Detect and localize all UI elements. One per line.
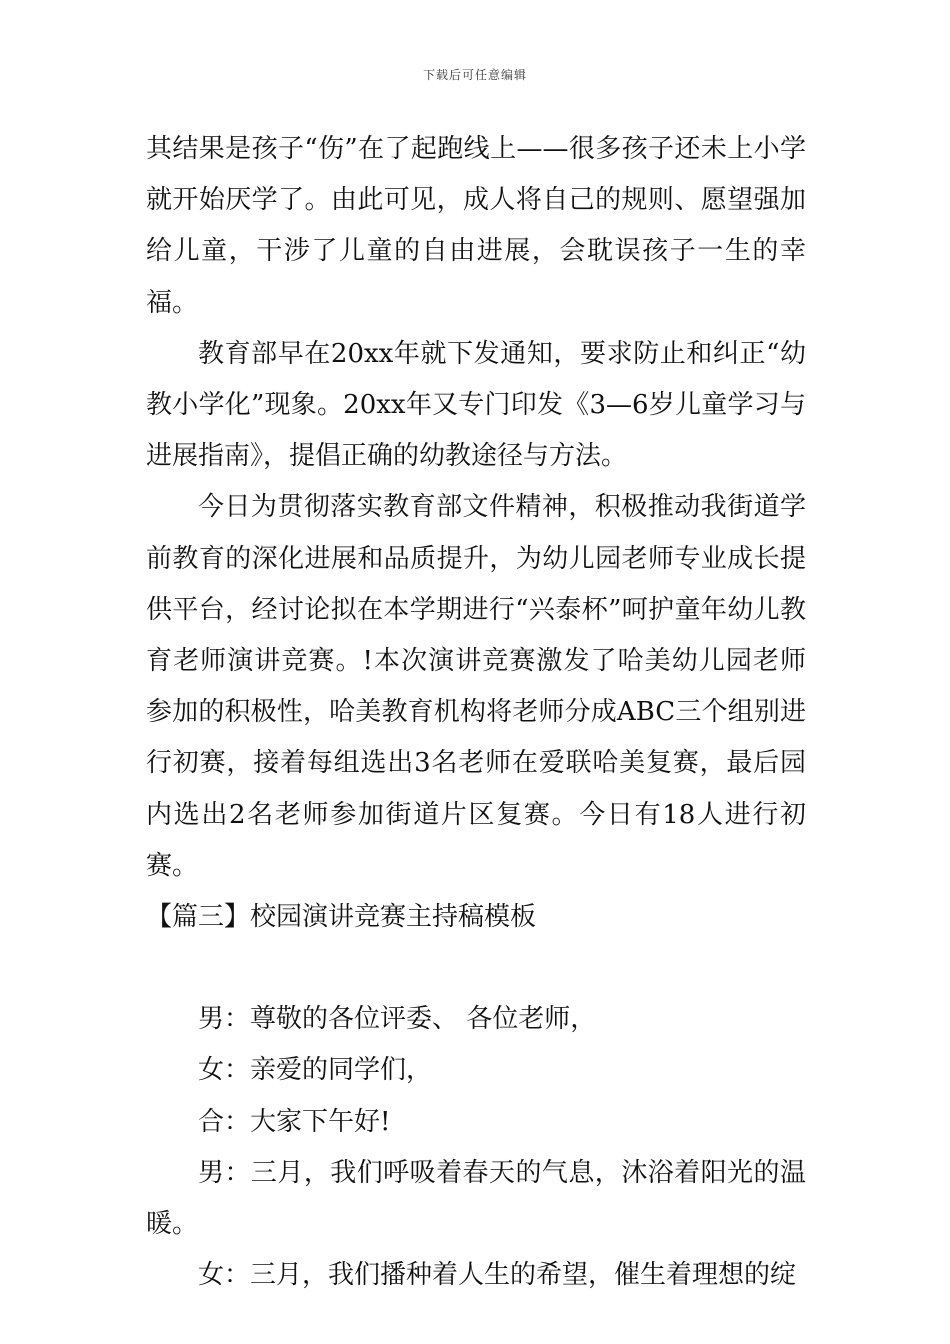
dialogue-line-2: 女：亲爱的同学们，: [198, 1055, 433, 1086]
document-body: [146, 124, 806, 1301]
dialogue-line-4: 男：三月，我们呼吸着春天的气息，沐浴着阳光的温暖。: [146, 1157, 806, 1240]
dialogue-line-1: 男：尊敬的各位评委、 各位老师，: [198, 1004, 597, 1035]
blank-spacer: [146, 943, 806, 994]
dialogue-line-3: 合：大家下午好!: [198, 1106, 391, 1137]
paragraph-1: 其结果是孩子“伤”在了起跑线上——很多孩子还未上小学就开始厌学了。由此可见，成人将自己的规则、愿望强加给儿童，干涉了儿童的自由进展，会耽误孩子一生的幸福。: [146, 134, 806, 318]
paragraph-2: 教育部早在20xx年就下发通知，要求防止和纠正“幼教小学化”现象。20xx年又专门印发《3—6岁儿童学习与进展指南》，提倡正确的幼教途径与方法。: [146, 338, 806, 472]
page-header: 下载后可任意编辑: [422, 68, 527, 82]
dialogue-line-5: 女：三月，我们播种着人生的希望，催生着理想的绽: [198, 1260, 797, 1291]
section-title: 【篇三】校园演讲竞赛主持稿模板: [146, 902, 537, 933]
paragraph-3: 今日为贯彻落实教育部文件精神，积极推动我街道学前教育的深化进展和品质提升，为幼儿园老师专业成长提供平台，经讨论拟在本学期进行“兴泰杯”呵护童年幼儿教育老师演讲竞赛。!本次演讲竞赛激发了哈美幼儿园老师参加的积极性，哈美教育机构将老师分成ABC三个组别进行初赛，接着每组选出3名老师在爱联哈美复赛，最后园内选出2名老师参加街道片区复赛。今日有18人进行初赛。: [146, 492, 806, 881]
